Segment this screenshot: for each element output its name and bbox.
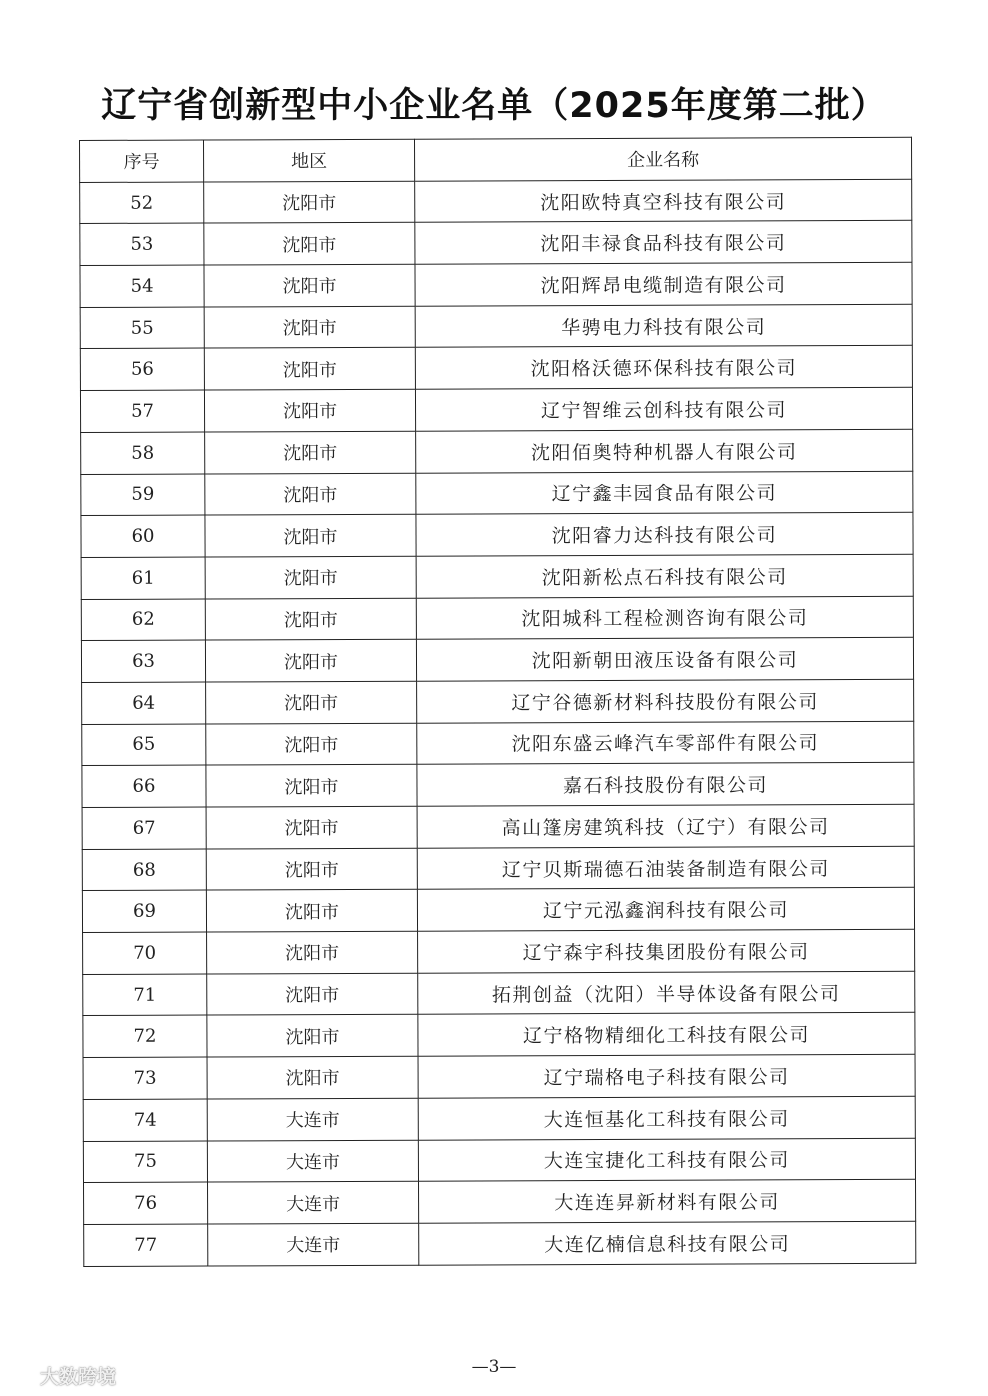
table-row bbox=[80, 179, 912, 224]
region-cell: 大连市 bbox=[207, 1140, 418, 1182]
region-cell: 沈阳市 bbox=[207, 1015, 418, 1057]
company-name-cell: 大连宝捷化工科技有限公司 bbox=[418, 1138, 915, 1182]
region-cell: 沈阳市 bbox=[205, 639, 416, 681]
company-name-cell: 沈阳东盛云峰汽车零部件有限公司 bbox=[417, 721, 914, 765]
company-name-cell: 辽宁智维云创科技有限公司 bbox=[415, 387, 912, 431]
table-row bbox=[81, 471, 913, 516]
table-row bbox=[82, 721, 914, 766]
enterprise-list-table bbox=[79, 137, 916, 1267]
table-row bbox=[80, 346, 912, 391]
region-cell: 沈阳市 bbox=[206, 890, 417, 932]
table-row bbox=[83, 1054, 915, 1099]
company-name-cell: 辽宁贝斯瑞德石油装备制造有限公司 bbox=[417, 846, 914, 890]
company-name-cell: 沈阳欧特真空科技有限公司 bbox=[415, 179, 912, 223]
table-row bbox=[81, 429, 913, 474]
company-name-cell: 沈阳格沃德环保科技有限公司 bbox=[415, 346, 912, 390]
company-name-cell: 大连连昇新材料有限公司 bbox=[419, 1179, 916, 1223]
seq-cell: 64 bbox=[82, 682, 206, 724]
seq-cell: 53 bbox=[80, 223, 204, 265]
company-name-cell: 辽宁瑞格电子科技有限公司 bbox=[418, 1054, 915, 1098]
company-name-cell: 辽宁森宇科技集团股份有限公司 bbox=[418, 929, 915, 973]
seq-cell: 55 bbox=[80, 307, 204, 349]
seq-cell: 67 bbox=[82, 807, 206, 849]
seq-cell: 77 bbox=[84, 1224, 208, 1266]
region-cell: 大连市 bbox=[208, 1223, 419, 1265]
seq-cell: 58 bbox=[81, 432, 205, 474]
watermark bbox=[6, 1362, 116, 1389]
seq-cell: 70 bbox=[83, 932, 207, 974]
table-row bbox=[82, 804, 914, 849]
seq-cell: 62 bbox=[81, 599, 205, 641]
company-name-cell: 辽宁格物精细化工科技有限公司 bbox=[418, 1013, 915, 1057]
watermark-logo-icon bbox=[6, 1366, 36, 1386]
region-cell: 沈阳市 bbox=[204, 389, 415, 431]
table-row bbox=[82, 679, 914, 724]
table-row bbox=[82, 763, 914, 808]
table-row bbox=[84, 1179, 916, 1224]
company-name-cell: 高山篷房建筑科技（辽宁）有限公司 bbox=[417, 804, 914, 848]
seq-cell: 54 bbox=[80, 265, 204, 307]
header-seq: 序号 bbox=[80, 140, 204, 182]
seq-cell: 60 bbox=[81, 515, 205, 557]
region-cell: 大连市 bbox=[208, 1181, 419, 1223]
region-cell: 沈阳市 bbox=[206, 681, 417, 723]
table-row bbox=[83, 1096, 915, 1141]
company-name-cell: 大连恒基化工科技有限公司 bbox=[418, 1096, 915, 1140]
seq-cell: 65 bbox=[82, 724, 206, 766]
company-name-cell: 沈阳辉昂电缆制造有限公司 bbox=[415, 262, 912, 306]
company-name-cell: 嘉石科技股份有限公司 bbox=[417, 763, 914, 807]
company-name-cell: 沈阳新朝田液压设备有限公司 bbox=[416, 638, 913, 682]
page-title: 辽宁省创新型中小企业名单（2025年度第二批） bbox=[101, 86, 887, 126]
company-name-cell: 沈阳新松点石科技有限公司 bbox=[416, 554, 913, 598]
region-cell: 沈阳市 bbox=[204, 306, 415, 348]
table-row bbox=[81, 638, 913, 683]
table-row bbox=[80, 304, 912, 349]
region-cell: 沈阳市 bbox=[205, 473, 416, 515]
table-row bbox=[80, 221, 912, 266]
seq-cell: 76 bbox=[84, 1182, 208, 1224]
region-cell: 沈阳市 bbox=[207, 973, 418, 1015]
region-cell: 沈阳市 bbox=[204, 223, 415, 265]
table-header-row bbox=[80, 137, 912, 182]
region-cell: 沈阳市 bbox=[207, 931, 418, 973]
region-cell: 沈阳市 bbox=[204, 348, 415, 390]
region-cell: 沈阳市 bbox=[206, 848, 417, 890]
header-company: 企业名称 bbox=[414, 137, 911, 181]
region-cell: 沈阳市 bbox=[205, 514, 416, 556]
header-region: 地区 bbox=[204, 139, 415, 181]
table-row bbox=[80, 387, 912, 432]
seq-cell: 57 bbox=[80, 390, 204, 432]
region-cell: 沈阳市 bbox=[204, 181, 415, 223]
watermark-text: 大数跨境 bbox=[40, 1366, 117, 1388]
region-cell: 沈阳市 bbox=[206, 765, 417, 807]
page-number: —3— bbox=[471, 1357, 517, 1377]
seq-cell: 52 bbox=[80, 182, 204, 224]
company-name-cell: 辽宁鑫丰园食品有限公司 bbox=[416, 471, 913, 515]
seq-cell: 74 bbox=[83, 1099, 207, 1141]
seq-cell: 61 bbox=[81, 557, 205, 599]
company-name-cell: 沈阳佰奥特种机器人有限公司 bbox=[416, 429, 913, 473]
region-cell: 沈阳市 bbox=[204, 264, 415, 306]
table-row bbox=[81, 554, 913, 599]
seq-cell: 56 bbox=[80, 348, 204, 390]
company-name-cell: 华骋电力科技有限公司 bbox=[415, 304, 912, 348]
table-row bbox=[81, 596, 913, 641]
table-row bbox=[83, 971, 915, 1016]
region-cell: 大连市 bbox=[207, 1098, 418, 1140]
table-row bbox=[82, 888, 914, 933]
table-row bbox=[84, 1221, 916, 1266]
region-cell: 沈阳市 bbox=[205, 598, 416, 640]
seq-cell: 66 bbox=[82, 765, 206, 807]
seq-cell: 75 bbox=[83, 1141, 207, 1183]
table-row bbox=[82, 846, 914, 891]
seq-cell: 72 bbox=[83, 1015, 207, 1057]
seq-cell: 69 bbox=[82, 890, 206, 932]
seq-cell: 68 bbox=[82, 849, 206, 891]
company-name-cell: 沈阳城科工程检测咨询有限公司 bbox=[416, 596, 913, 640]
company-name-cell: 沈阳睿力达科技有限公司 bbox=[416, 512, 913, 556]
region-cell: 沈阳市 bbox=[206, 806, 417, 848]
region-cell: 沈阳市 bbox=[207, 1056, 418, 1098]
company-name-cell: 辽宁谷德新材料科技股份有限公司 bbox=[417, 679, 914, 723]
table-row bbox=[83, 929, 915, 974]
region-cell: 沈阳市 bbox=[206, 723, 417, 765]
seq-cell: 73 bbox=[83, 1057, 207, 1099]
company-name-cell: 大连亿楠信息科技有限公司 bbox=[419, 1221, 916, 1265]
table-row bbox=[81, 512, 913, 557]
region-cell: 沈阳市 bbox=[205, 556, 416, 598]
region-cell: 沈阳市 bbox=[205, 431, 416, 473]
seq-cell: 63 bbox=[81, 640, 205, 682]
company-name-cell: 辽宁元泓鑫润科技有限公司 bbox=[417, 888, 914, 932]
table-row bbox=[83, 1013, 915, 1058]
company-name-cell: 拓荆创益（沈阳）半导体设备有限公司 bbox=[418, 971, 915, 1015]
table-row bbox=[83, 1138, 915, 1183]
table-row bbox=[80, 262, 912, 307]
seq-cell: 71 bbox=[83, 974, 207, 1016]
seq-cell: 59 bbox=[81, 474, 205, 516]
table-body bbox=[80, 179, 916, 1266]
company-name-cell: 沈阳丰禄食品科技有限公司 bbox=[415, 221, 912, 265]
